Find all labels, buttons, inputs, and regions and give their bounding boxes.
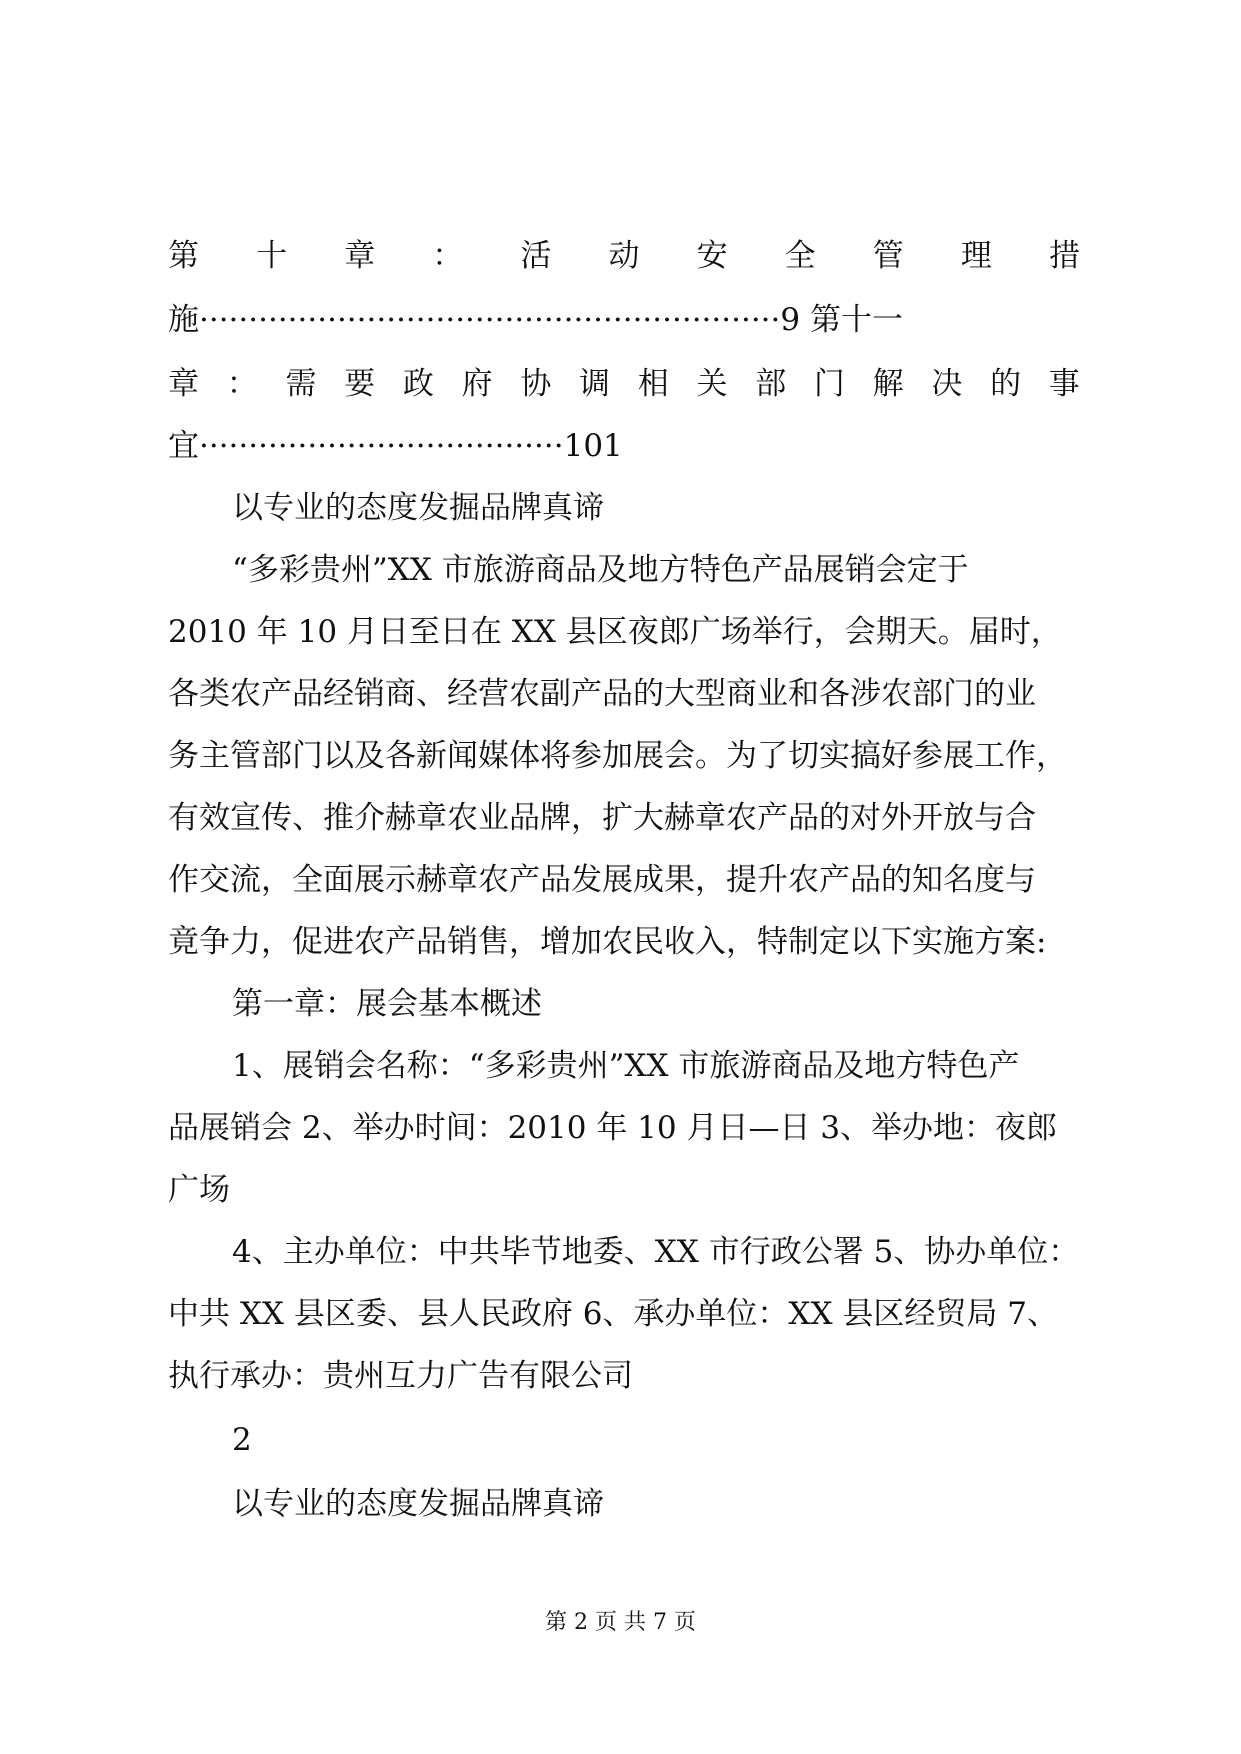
toc-chapter-11-char: 协	[520, 366, 552, 402]
chapter-1-title: 第一章：展会基本概述	[232, 986, 542, 1022]
intro-line: 各类农产品经销商、经营农副产品的大型商业和各涉农部门的业	[168, 676, 1036, 712]
chapter-1-item-line: 4、主办单位：中共毕节地委、XX 市行政公署 5、协办单位：	[232, 1234, 1080, 1270]
intro-line: 竟争力，促进农产品销售，增加农民收入，特制定以下实施方案:	[168, 924, 1047, 960]
intro-line: 务主管部门以及各新闻媒体将参加展会。为了切实搞好参展工作，	[168, 738, 1067, 774]
toc-chapter-11-char: 门	[813, 366, 845, 402]
chapter-1-item-line: 广场	[168, 1172, 230, 1208]
chapter-1-item-line: 执行承办：贵州互力广告有限公司	[168, 1358, 633, 1394]
chapter-1-item-line: 品展销会 2、举办时间：2010 年 10 月日—日 3、举办地：夜郎	[168, 1110, 1058, 1146]
intro-line: 2010 年 10 月日至日在 XX 县区夜郎广场举行，会期天。届时，	[168, 614, 1062, 650]
toc-chapter-11-char: 相	[637, 366, 669, 402]
toc-chapter-10-char: 第	[168, 238, 199, 274]
toc-chapter-10-leader: 施···························································9 第十一	[168, 302, 903, 338]
toc-chapter-11-char: 事	[1048, 366, 1080, 402]
toc-chapter-11-char: 关	[696, 366, 728, 402]
toc-chapter-11-char: 部	[755, 366, 787, 402]
toc-chapter-10-char: 理	[960, 238, 992, 274]
toc-chapter-10-char: 章	[344, 238, 376, 274]
intro-line: “多彩贵州”XX 市旅游商品及地方特色产品展销会定于	[232, 552, 969, 588]
toc-chapter-11-char: 的	[990, 366, 1022, 402]
toc-chapter-10-char: 动	[608, 238, 640, 274]
header-slogan: 以专业的态度发掘品牌真谛	[232, 1486, 604, 1522]
toc-chapter-11-line	[168, 364, 1080, 404]
toc-chapter-11-char: 政	[402, 366, 434, 402]
toc-chapter-11-char: 调	[579, 366, 611, 402]
toc-chapter-10-char: 活	[520, 238, 552, 274]
chapter-1-item-line: 中共 XX 县区委、县人民政府 6、承办单位：XX 县区经贸局 7、	[168, 1296, 1058, 1332]
toc-chapter-11-char: 要	[344, 366, 376, 402]
inline-page-number: 2	[232, 1422, 252, 1458]
header-slogan: 以专业的态度发掘品牌真谛	[232, 490, 604, 526]
toc-chapter-11-char: ：	[226, 366, 258, 402]
toc-chapter-11-char: 决	[931, 366, 963, 402]
toc-chapter-10-char: 全	[784, 238, 816, 274]
toc-chapter-10-char: 安	[696, 238, 728, 274]
toc-chapter-11-char: 府	[461, 366, 493, 402]
toc-chapter-10-char: 十	[256, 238, 288, 274]
page-footer: 第 2 页 共 7 页	[545, 1610, 696, 1635]
toc-chapter-10-char: 管	[872, 238, 904, 274]
toc-chapter-10-char: 措	[1048, 238, 1080, 274]
chapter-1-item-line: 1、展销会名称：“多彩贵州”XX 市旅游商品及地方特色产	[232, 1048, 1020, 1084]
toc-chapter-11-char: 解	[872, 366, 904, 402]
toc-chapter-11-leader: 宜·····································101	[168, 428, 623, 464]
toc-chapter-10-line	[168, 236, 1080, 276]
toc-chapter-11-char: 需	[285, 366, 317, 402]
intro-line: 有效宣传、推介赫章农业品牌，扩大赫章农产品的对外开放与合	[168, 800, 1036, 836]
toc-chapter-10-char: ：	[432, 238, 464, 274]
toc-chapter-11-char: 章	[168, 366, 199, 402]
intro-line: 作交流，全面展示赫章农产品发展成果，提升农产品的知名度与	[168, 862, 1036, 898]
